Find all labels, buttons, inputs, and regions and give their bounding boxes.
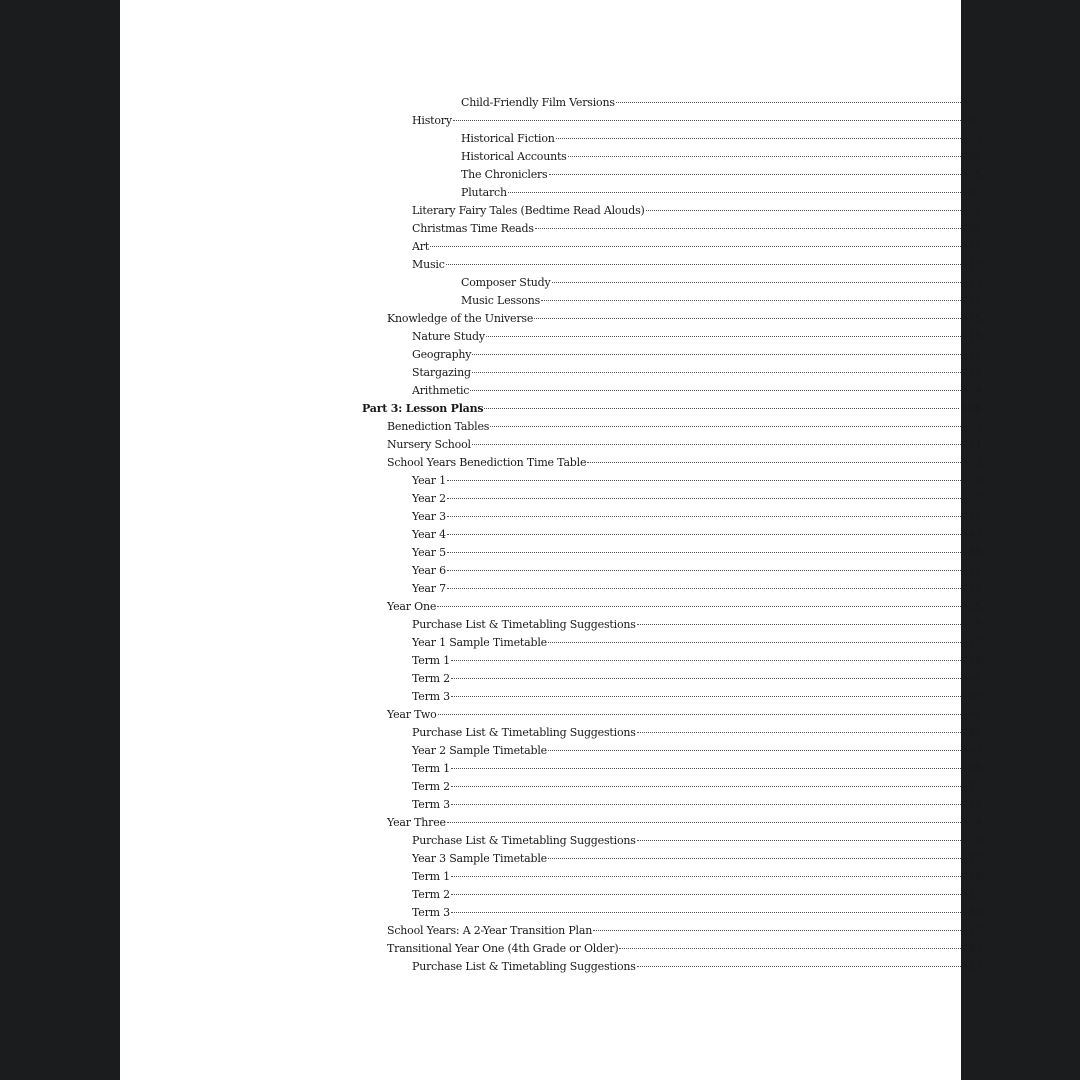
- dot-leader: [637, 840, 961, 841]
- dot-leader: [430, 246, 961, 247]
- toc-entry-page: 115: [961, 312, 982, 325]
- toc-entry-title: Year 2 Sample Timetable: [412, 744, 547, 757]
- toc-entry-page: 152: [961, 582, 982, 595]
- dot-leader: [437, 606, 960, 607]
- toc-entry[interactable]: [362, 202, 982, 220]
- table-of-contents: [362, 94, 982, 976]
- toc-entry-title: Year Two: [387, 708, 437, 721]
- toc-entry[interactable]: [362, 832, 982, 850]
- toc-entry-title: Geography: [412, 348, 472, 361]
- toc-entry[interactable]: [362, 598, 982, 616]
- toc-entry-title: The Chroniclers: [461, 168, 548, 181]
- toc-entry[interactable]: [362, 346, 982, 364]
- toc-entry[interactable]: [362, 472, 982, 490]
- dot-leader: [548, 858, 961, 859]
- toc-entry-page: 123: [961, 366, 982, 379]
- toc-entry[interactable]: [362, 508, 982, 526]
- toc-entry[interactable]: [362, 724, 982, 742]
- toc-entry-page: 187: [961, 924, 982, 937]
- toc-entry-page: 105: [961, 150, 982, 163]
- toc-entry-page: 168: [961, 762, 982, 775]
- dot-leader: [508, 192, 961, 193]
- toc-entry-page: 116: [961, 330, 982, 343]
- toc-entry-page: 172: [961, 798, 982, 811]
- toc-entry-page: 113: [961, 258, 982, 271]
- toc-entry-title: Transitional Year One (4th Grade or Older): [387, 942, 619, 955]
- toc-entry-page: 134: [961, 474, 982, 487]
- dot-leader: [619, 948, 960, 949]
- dot-leader: [637, 624, 961, 625]
- toc-entry-title: Christmas Time Reads: [412, 222, 534, 235]
- toc-entry-page: 137: [961, 492, 982, 505]
- toc-entry[interactable]: [362, 544, 982, 562]
- dot-leader: [486, 336, 961, 337]
- toc-entry-page: 163: [961, 690, 982, 703]
- toc-entry-title: Term 3: [412, 690, 450, 703]
- toc-entry-title: School Years: A 2-Year Transition Plan: [387, 924, 593, 937]
- dot-leader: [446, 264, 961, 265]
- toc-entry-page: 140: [961, 510, 982, 523]
- dot-leader: [447, 498, 961, 499]
- toc-entry[interactable]: [362, 166, 982, 184]
- toc-entry[interactable]: [362, 814, 982, 832]
- toc-entry-page: 110: [961, 240, 982, 253]
- toc-entry[interactable]: [362, 436, 982, 454]
- toc-entry-title: Term 2: [412, 780, 450, 793]
- toc-part-heading[interactable]: [362, 400, 982, 418]
- dot-leader: [484, 408, 958, 409]
- toc-entry[interactable]: [362, 580, 982, 598]
- toc-entry[interactable]: [362, 616, 982, 634]
- dot-leader: [472, 444, 961, 445]
- toc-entry-page: 149: [961, 564, 982, 577]
- dot-leader: [451, 876, 961, 877]
- toc-entry[interactable]: [362, 706, 982, 724]
- dot-leader: [549, 174, 961, 175]
- dot-leader: [472, 372, 961, 373]
- toc-entry-page: 174: [961, 834, 982, 847]
- toc-entry-page: 109: [961, 222, 982, 235]
- dot-leader: [447, 570, 961, 571]
- toc-entry-page: 155: [961, 618, 982, 631]
- toc-entry-page: 157: [961, 636, 982, 649]
- toc-entry[interactable]: [362, 922, 982, 940]
- toc-entry-title: Literary Fairy Tales (Bedtime Read Alouds): [412, 204, 645, 217]
- toc-entry-title: Term 1: [412, 870, 450, 883]
- toc-entry-title: Arithmetic: [412, 384, 470, 397]
- toc-entry[interactable]: [362, 184, 982, 202]
- toc-entry[interactable]: [362, 220, 982, 238]
- toc-entry[interactable]: [362, 904, 982, 922]
- toc-entry[interactable]: [362, 238, 982, 256]
- dot-leader: [447, 480, 961, 481]
- toc-entry[interactable]: [362, 796, 982, 814]
- toc-entry[interactable]: [362, 850, 982, 868]
- toc-entry-page: 115: [961, 294, 982, 307]
- toc-entry[interactable]: [362, 526, 982, 544]
- toc-entry[interactable]: [362, 364, 982, 382]
- toc-entry-title: Part 3: Lesson Plans: [362, 402, 484, 415]
- dot-leader: [646, 210, 961, 211]
- toc-entry[interactable]: [362, 958, 982, 976]
- toc-entry-title: Stargazing: [412, 366, 471, 379]
- dot-leader: [451, 768, 961, 769]
- dot-leader: [438, 714, 961, 715]
- toc-entry-title: Term 3: [412, 906, 450, 919]
- toc-entry-title: School Years Benediction Time Table: [387, 456, 587, 469]
- dot-leader: [453, 120, 961, 121]
- toc-entry-title: Knowledge of the Universe: [387, 312, 534, 325]
- toc-entry[interactable]: [362, 742, 982, 760]
- document-page: [120, 0, 982, 1080]
- dot-leader: [552, 282, 961, 283]
- dot-leader: [593, 930, 960, 931]
- toc-entry-page: 101: [961, 96, 982, 109]
- toc-entry[interactable]: [362, 454, 982, 472]
- toc-entry-title: Child-Friendly Film Versions: [461, 96, 615, 109]
- dot-leader: [470, 390, 960, 391]
- toc-entry-page: 155: [961, 600, 982, 613]
- dot-leader: [637, 732, 961, 733]
- dot-leader: [451, 804, 961, 805]
- toc-entry-title: Purchase List & Timetabling Suggestions: [412, 726, 636, 739]
- toc-entry[interactable]: [362, 310, 982, 328]
- toc-entry-page: 124: [961, 384, 982, 397]
- toc-entry-page: 113: [961, 276, 982, 289]
- toc-entry[interactable]: [362, 382, 982, 400]
- toc-entry-title: Year 3 Sample Timetable: [412, 852, 547, 865]
- toc-entry-page: 126: [959, 402, 982, 415]
- dot-leader: [447, 516, 961, 517]
- toc-entry-page: 178: [961, 870, 982, 883]
- toc-entry-page: 158: [961, 654, 982, 667]
- toc-entry[interactable]: [362, 328, 982, 346]
- toc-entry[interactable]: [362, 688, 982, 706]
- dot-leader: [616, 102, 961, 103]
- toc-entry-page: 170: [961, 780, 982, 793]
- toc-entry-page: 131: [961, 438, 982, 451]
- toc-entry-title: Nursery School: [387, 438, 471, 451]
- toc-entry-title: Art: [412, 240, 430, 253]
- toc-entry-title: Year 3: [412, 510, 446, 523]
- toc-entry-page: 102: [961, 132, 982, 145]
- dot-leader: [447, 822, 961, 823]
- dot-leader: [451, 696, 961, 697]
- dot-leader: [451, 894, 961, 895]
- toc-entry-title: Year 4: [412, 528, 446, 541]
- toc-entry-title: Plutarch: [461, 186, 507, 199]
- toc-entry-page: 105: [961, 168, 982, 181]
- dot-leader: [568, 156, 961, 157]
- toc-entry-title: Benediction Tables: [387, 420, 490, 433]
- toc-entry[interactable]: [362, 940, 982, 958]
- dot-leader: [451, 912, 961, 913]
- toc-entry[interactable]: [362, 562, 982, 580]
- dot-leader: [447, 534, 961, 535]
- dot-leader: [451, 678, 961, 679]
- toc-entry[interactable]: [362, 256, 982, 274]
- toc-entry-page: 143: [961, 528, 982, 541]
- toc-entry-page: 131: [961, 420, 982, 433]
- toc-entry-title: Year Three: [387, 816, 446, 829]
- toc-entry-title: Term 2: [412, 888, 450, 901]
- toc-entry-page: 187: [961, 960, 982, 973]
- dot-leader: [472, 354, 960, 355]
- toc-entry[interactable]: [362, 670, 982, 688]
- toc-entry[interactable]: [362, 652, 982, 670]
- toc-entry[interactable]: [362, 886, 982, 904]
- toc-entry-title: Composer Study: [461, 276, 551, 289]
- dot-leader: [447, 552, 961, 553]
- toc-entry-page: 165: [961, 726, 982, 739]
- toc-entry-title: Term 3: [412, 798, 450, 811]
- toc-entry-title: Year 1: [412, 474, 446, 487]
- dot-leader: [447, 588, 961, 589]
- toc-entry-title: Year 5: [412, 546, 446, 559]
- toc-entry-page: 167: [961, 744, 982, 757]
- dot-leader: [637, 966, 961, 967]
- toc-entry-title: Year 2: [412, 492, 446, 505]
- toc-entry-page: 184: [961, 906, 982, 919]
- toc-entry[interactable]: [362, 868, 982, 886]
- dot-leader: [556, 138, 961, 139]
- toc-entry[interactable]: [362, 274, 982, 292]
- dot-leader: [535, 228, 961, 229]
- toc-entry-title: Music Lessons: [461, 294, 541, 307]
- dot-leader: [451, 660, 961, 661]
- toc-entry[interactable]: [362, 130, 982, 148]
- toc-entry-title: Term 1: [412, 654, 450, 667]
- toc-entry-page: 177: [961, 852, 982, 865]
- toc-entry[interactable]: [362, 778, 982, 796]
- toc-entry-title: Music: [412, 258, 445, 271]
- toc-entry-page: 146: [961, 546, 982, 559]
- toc-entry[interactable]: [362, 292, 982, 310]
- toc-entry-title: Purchase List & Timetabling Suggestions: [412, 960, 636, 973]
- toc-entry-title: Purchase List & Timetabling Suggestions: [412, 834, 636, 847]
- toc-entry-page: 132: [961, 456, 982, 469]
- toc-entry[interactable]: [362, 490, 982, 508]
- toc-entry-page: 119: [961, 348, 982, 361]
- toc-entry[interactable]: [362, 760, 982, 778]
- dot-leader: [451, 786, 961, 787]
- dot-leader: [534, 318, 960, 319]
- toc-entry[interactable]: [362, 634, 982, 652]
- toc-entry[interactable]: [362, 94, 982, 112]
- dot-leader: [548, 642, 961, 643]
- toc-entry-page: 101: [961, 114, 982, 127]
- dot-leader: [490, 426, 960, 427]
- dot-leader: [587, 462, 960, 463]
- toc-entry-title: Term 1: [412, 762, 450, 775]
- toc-entry-title: Nature Study: [412, 330, 485, 343]
- toc-entry-page: 174: [961, 816, 982, 829]
- toc-entry-title: Purchase List & Timetabling Suggestions: [412, 618, 636, 631]
- toc-entry-page: 109: [961, 204, 982, 217]
- toc-entry-page: 107: [961, 186, 982, 199]
- dot-leader: [541, 300, 961, 301]
- toc-entry-title: Year One: [387, 600, 437, 613]
- toc-entry[interactable]: [362, 112, 982, 130]
- toc-entry-page: 165: [961, 708, 982, 721]
- toc-entry-title: Year 1 Sample Timetable: [412, 636, 547, 649]
- toc-entry-title: Term 2: [412, 672, 450, 685]
- toc-entry[interactable]: [362, 418, 982, 436]
- dot-leader: [548, 750, 961, 751]
- toc-entry-page: 187: [961, 942, 982, 955]
- toc-entry-title: History: [412, 114, 452, 127]
- toc-entry-title: Year 7: [412, 582, 446, 595]
- toc-entry[interactable]: [362, 148, 982, 166]
- toc-entry-title: Year 6: [412, 564, 446, 577]
- toc-entry-title: Historical Accounts: [461, 150, 567, 163]
- toc-entry-page: 160: [961, 672, 982, 685]
- toc-entry-title: Historical Fiction: [461, 132, 555, 145]
- toc-entry-page: 181: [961, 888, 982, 901]
